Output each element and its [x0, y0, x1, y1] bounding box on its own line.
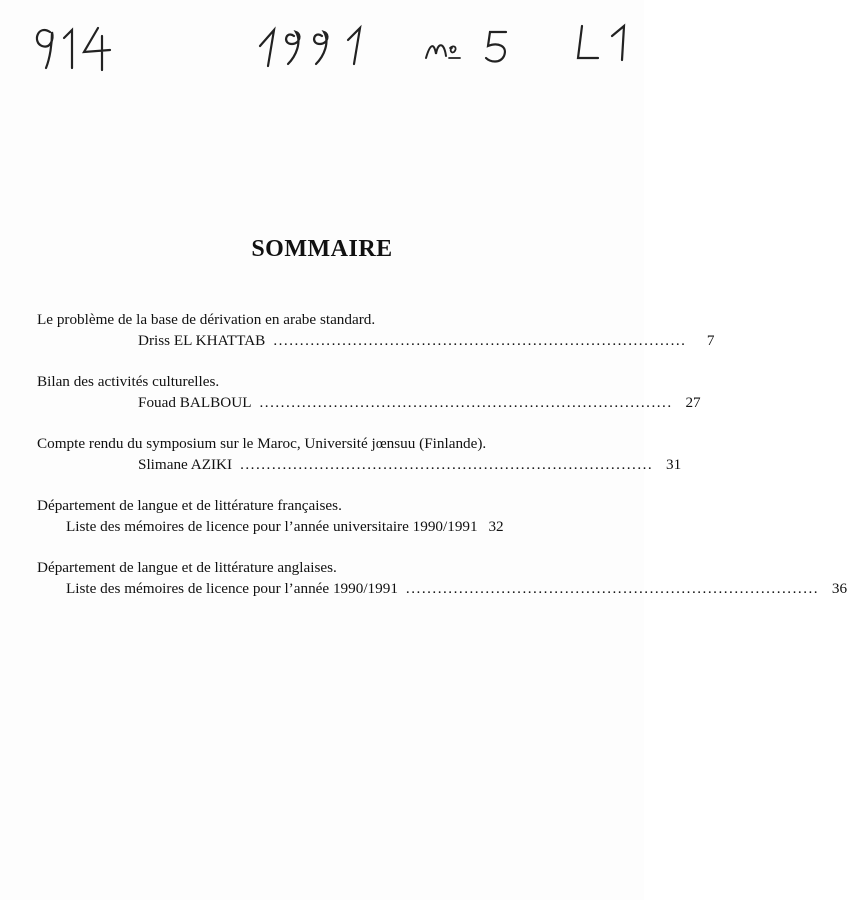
handwritten-914-drawing	[28, 14, 118, 74]
handwritten-issue	[420, 14, 520, 74]
toc-entry-list-title: Liste des mémoires de licence pour l’année 1990/1991	[66, 580, 398, 597]
toc-entry-title: Département de langue et de littérature anglaises.	[37, 559, 337, 576]
dot-leader: ..............................................................................	[259, 394, 673, 411]
toc-entry-detail	[37, 330, 715, 351]
toc-entry	[37, 309, 715, 351]
toc-entry	[37, 433, 682, 475]
dot-leader: ..............................................................................	[240, 456, 654, 473]
toc-entry-author: Driss EL KHATTAB	[138, 332, 266, 349]
handwritten-1991-drawing	[256, 14, 386, 74]
toc-entry-page: 31	[666, 456, 682, 473]
handwritten-l1-drawing	[568, 14, 640, 74]
toc-entry	[37, 557, 847, 599]
toc-entry-page: 36	[831, 580, 847, 597]
table-of-contents	[37, 309, 847, 619]
handwritten-mark	[568, 14, 640, 74]
toc-entry-page: 27	[685, 394, 701, 411]
toc-entry-page: 32	[488, 518, 504, 535]
toc-entry-list-title: Liste des mémoires de licence pour l’année universitaire 1990/1991	[66, 518, 478, 535]
dot-leader: ..............................................................................	[273, 332, 687, 349]
toc-entry-page: 7	[706, 332, 715, 349]
handwritten-call-number	[28, 14, 118, 74]
toc-entry-author: Slimane AZIKI	[138, 456, 233, 473]
toc-entry	[37, 495, 547, 537]
toc-entry	[37, 371, 701, 413]
handwritten-issue-drawing	[420, 14, 520, 74]
toc-entry-title: Bilan des activités culturelles.	[37, 373, 220, 390]
toc-entry-author: Fouad BALBOUL	[138, 394, 252, 411]
toc-entry-title: Le problème de la base de dérivation en arabe standard.	[37, 311, 376, 328]
toc-entry-title: Département de langue et de littérature françaises.	[37, 497, 342, 514]
toc-entry-detail	[37, 578, 847, 599]
toc-entry-detail	[37, 454, 682, 475]
page-title: SOMMAIRE	[251, 236, 393, 262]
toc-entry-detail	[37, 516, 547, 537]
toc-entry-detail	[37, 392, 701, 413]
toc-entry-title: Compte rendu du symposium sur le Maroc, Université jœnsuu (Finlande).	[37, 435, 487, 452]
dot-leader: ..............................................................................	[405, 580, 820, 597]
handwritten-year	[256, 14, 386, 74]
